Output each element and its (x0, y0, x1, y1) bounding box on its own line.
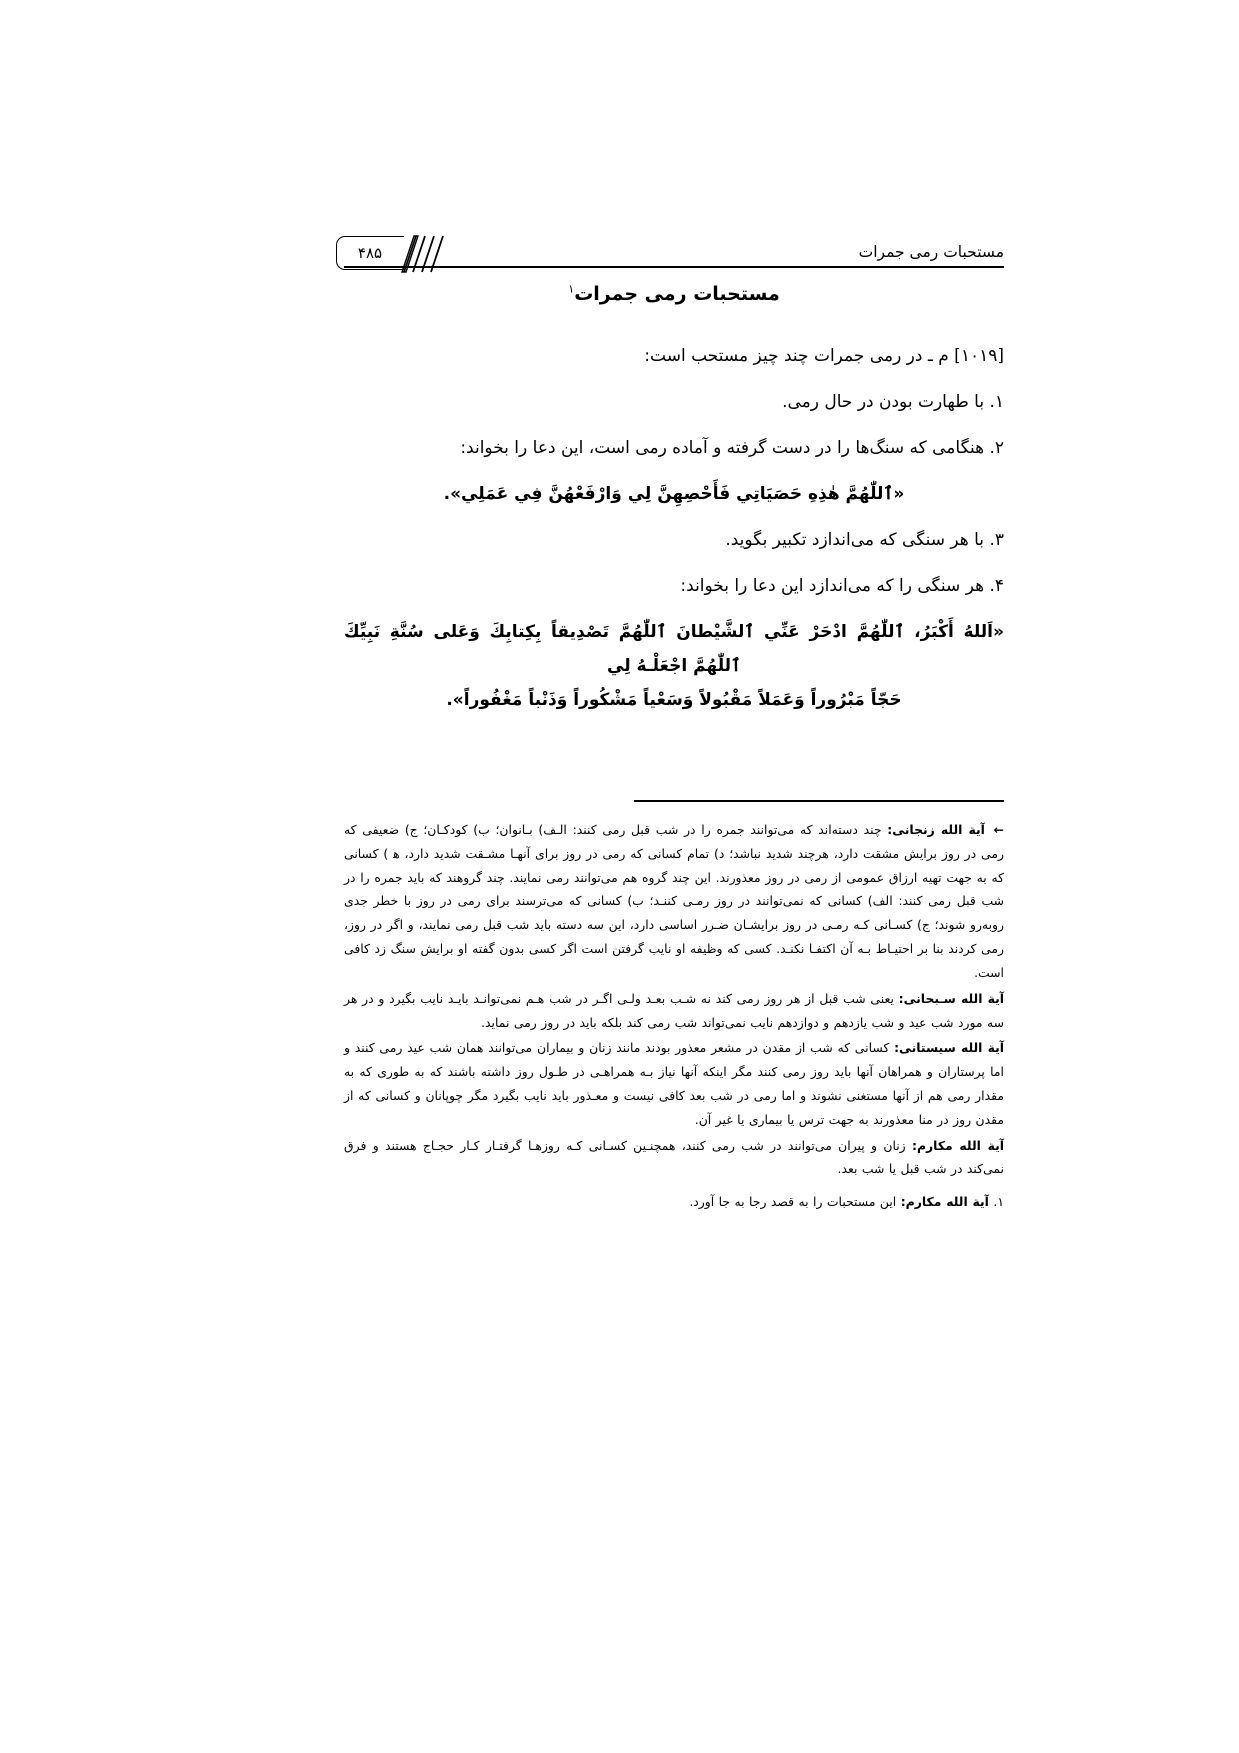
ruling-intro: [۱۰۱۹] م ـ در رمی جمرات چند چیز مستحب است: (644, 345, 1004, 366)
continuation-arrow-icon: ← (993, 822, 1004, 837)
footnote-entry-numbered-1 (344, 1190, 1004, 1214)
footnote-scholar-name: آیة الله زنجانی: (887, 822, 985, 837)
footnote-divider-rule (634, 800, 1004, 802)
footnote-entry-zanjani (344, 818, 1004, 985)
running-title: مستحبات رمی جمرات (858, 243, 1004, 261)
footnote-block (344, 800, 1004, 1216)
footnote-entry-sobhani (344, 987, 1004, 1035)
ruling-item-3: ۳. با هر سنگی که می‌اندازد تکبیر بگوید. (725, 529, 1004, 550)
supplication-two-line-1: «اَللهُ أَكْبَرُ، ٱللّٰهُمَّ ادْحَرْ عَنِّي ٱلشَّيْطانَ ٱللّٰهُمَّ تَصْدِيقاً بِكِتابِكَ وَعَلى سُنَّةِ نَبِيِّكَ ٱللّٰهُمَّ اجْعَلْـهُ لِي (344, 621, 1004, 676)
footnote-entry-sistani (344, 1036, 1004, 1131)
supplication-two-line-2: حَجّاً مَبْرُوراً وَعَمَلاً مَقْبُولاً وَسَعْياً مَشْكُوراً وَذَنْباً مَغْفُوراً». (446, 689, 902, 710)
folio-badge (336, 236, 448, 274)
footnote-scholar-name: آیة الله سـبحانی: (898, 990, 1004, 1006)
footnote-text: این مستحبات را به قصد رجا به جا آورد. (689, 1194, 897, 1210)
footnote-text: چند دسته‌اند که می‌توانند جمره را در شب قبل رمی کنند: الـف) بـانوان؛ ب) کودکـان؛ ج) ضعیفی که رمی در روز برایش مشقت دارد، هرچند شدید نباشد؛ د) تمام کسانی که رمی در روز برای آنهـا مشـقت شدید دارد، ه‍ ) کسانی که به جهت تهیه ارزاق عمومی از رمی در روز معذورند. این چند گروه هم می‌توانند رمی نمایند. چند گروهند که باید جمره را در شب قبل رمی کنند: الف) کسانی که نمی‌توانند در روز رمـی کننـد؛ ب) کسانی که می‌ترسند برای رمی در روز با خطر جدی روبه‌رو شوند؛ ج) کسـانی کـه رمـی در روز برایشـان ضـرر اساسی دارد، این سه دسته باید شب قبل رمی نمایند، و اگر در روز، رمی کردند بنا بر احتیـاط بـه آن اکتفـا نکنـد. کسی که وظیفه او نایب گرفتن است اگر کسی بدون گفته او برایش سنگ زد کافی است. (344, 822, 1004, 980)
supplication-one: «ٱللّٰهُمَّ هٰذِهِ حَصَيَاتِي فَأَحْصِهِنَّ لِي وَارْفَعْهُنَّ فِي عَمَلِي». (443, 483, 905, 504)
footnote-number-marker: ۱. (993, 1194, 1004, 1210)
chapter-title-footnote-marker: ۱ (568, 282, 575, 296)
footnote-entry-makarem (344, 1134, 1004, 1182)
ruling-item-2: ۲. هنگامی که سنگ‌ها را در دست گرفته و آماده رمی است، این دعا را بخواند: (460, 437, 1004, 458)
footnote-text: کسانی که شب از مقدن در مشعر معذور بودند مانند زنان و بیماران می‌توانند همان شب عید رمی کنند و اما پرستاران و همراهان آنها باید روز رمی کنند مگر اینکه آنها نیاز بـه همراهـی در طـول روز داشته باشند که به طوری که به مقدار رمی هم از آنها مستغنی نشوند و اما رمی در شب بعد کافی نیست و معـذور باید نایب بگیرد مگر چوپانان و کسانی که از مقدن روز در منا معذورند به جهت ترس یا بیماری یا غیر آن. (344, 1040, 1004, 1127)
page-content (344, 280, 1004, 729)
page-header (344, 222, 1004, 268)
ruling-item-4: ۴. هر سنگی را که می‌اندازد این دعا را بخواند: (680, 575, 1004, 596)
footnote-scholar-name: آیة الله مکارم: (900, 1194, 989, 1210)
footnote-text: زنان و پیران می‌توانند در شب رمی کنند، همچنـین کسـانی کـه روزهـا گرفتـار کـار حجـاج هستند و فرق نمی‌کند در شب قبل یا شب بعد. (344, 1137, 1004, 1177)
footnote-text: یعنی شب قبل از هر روز رمی کند نه شـب بعـد ولـی اگـر در شب هـم نمی‌توانـد بایـد نایب بگیرد و در هر سه مورد شب عید و شب یازدهم و دوازدهم نایب نمی‌تواند شب رمی کند بلکه باید در روز رمی نماید. (344, 990, 1004, 1030)
slash-decoration-icon (398, 234, 446, 274)
supplication-two (344, 615, 1004, 717)
footnote-scholar-name: آیة الله سیستانی: (894, 1040, 1004, 1056)
page-number: ۴۸۵ (357, 244, 383, 262)
chapter-title (344, 280, 1004, 309)
chapter-title-text: مستحبات رمی جمرات (574, 283, 780, 305)
footnote-scholar-name: آیة الله مکارم: (912, 1137, 1004, 1153)
ruling-item-1: ۱. با طهارت بودن در حال رمی. (782, 391, 1004, 412)
